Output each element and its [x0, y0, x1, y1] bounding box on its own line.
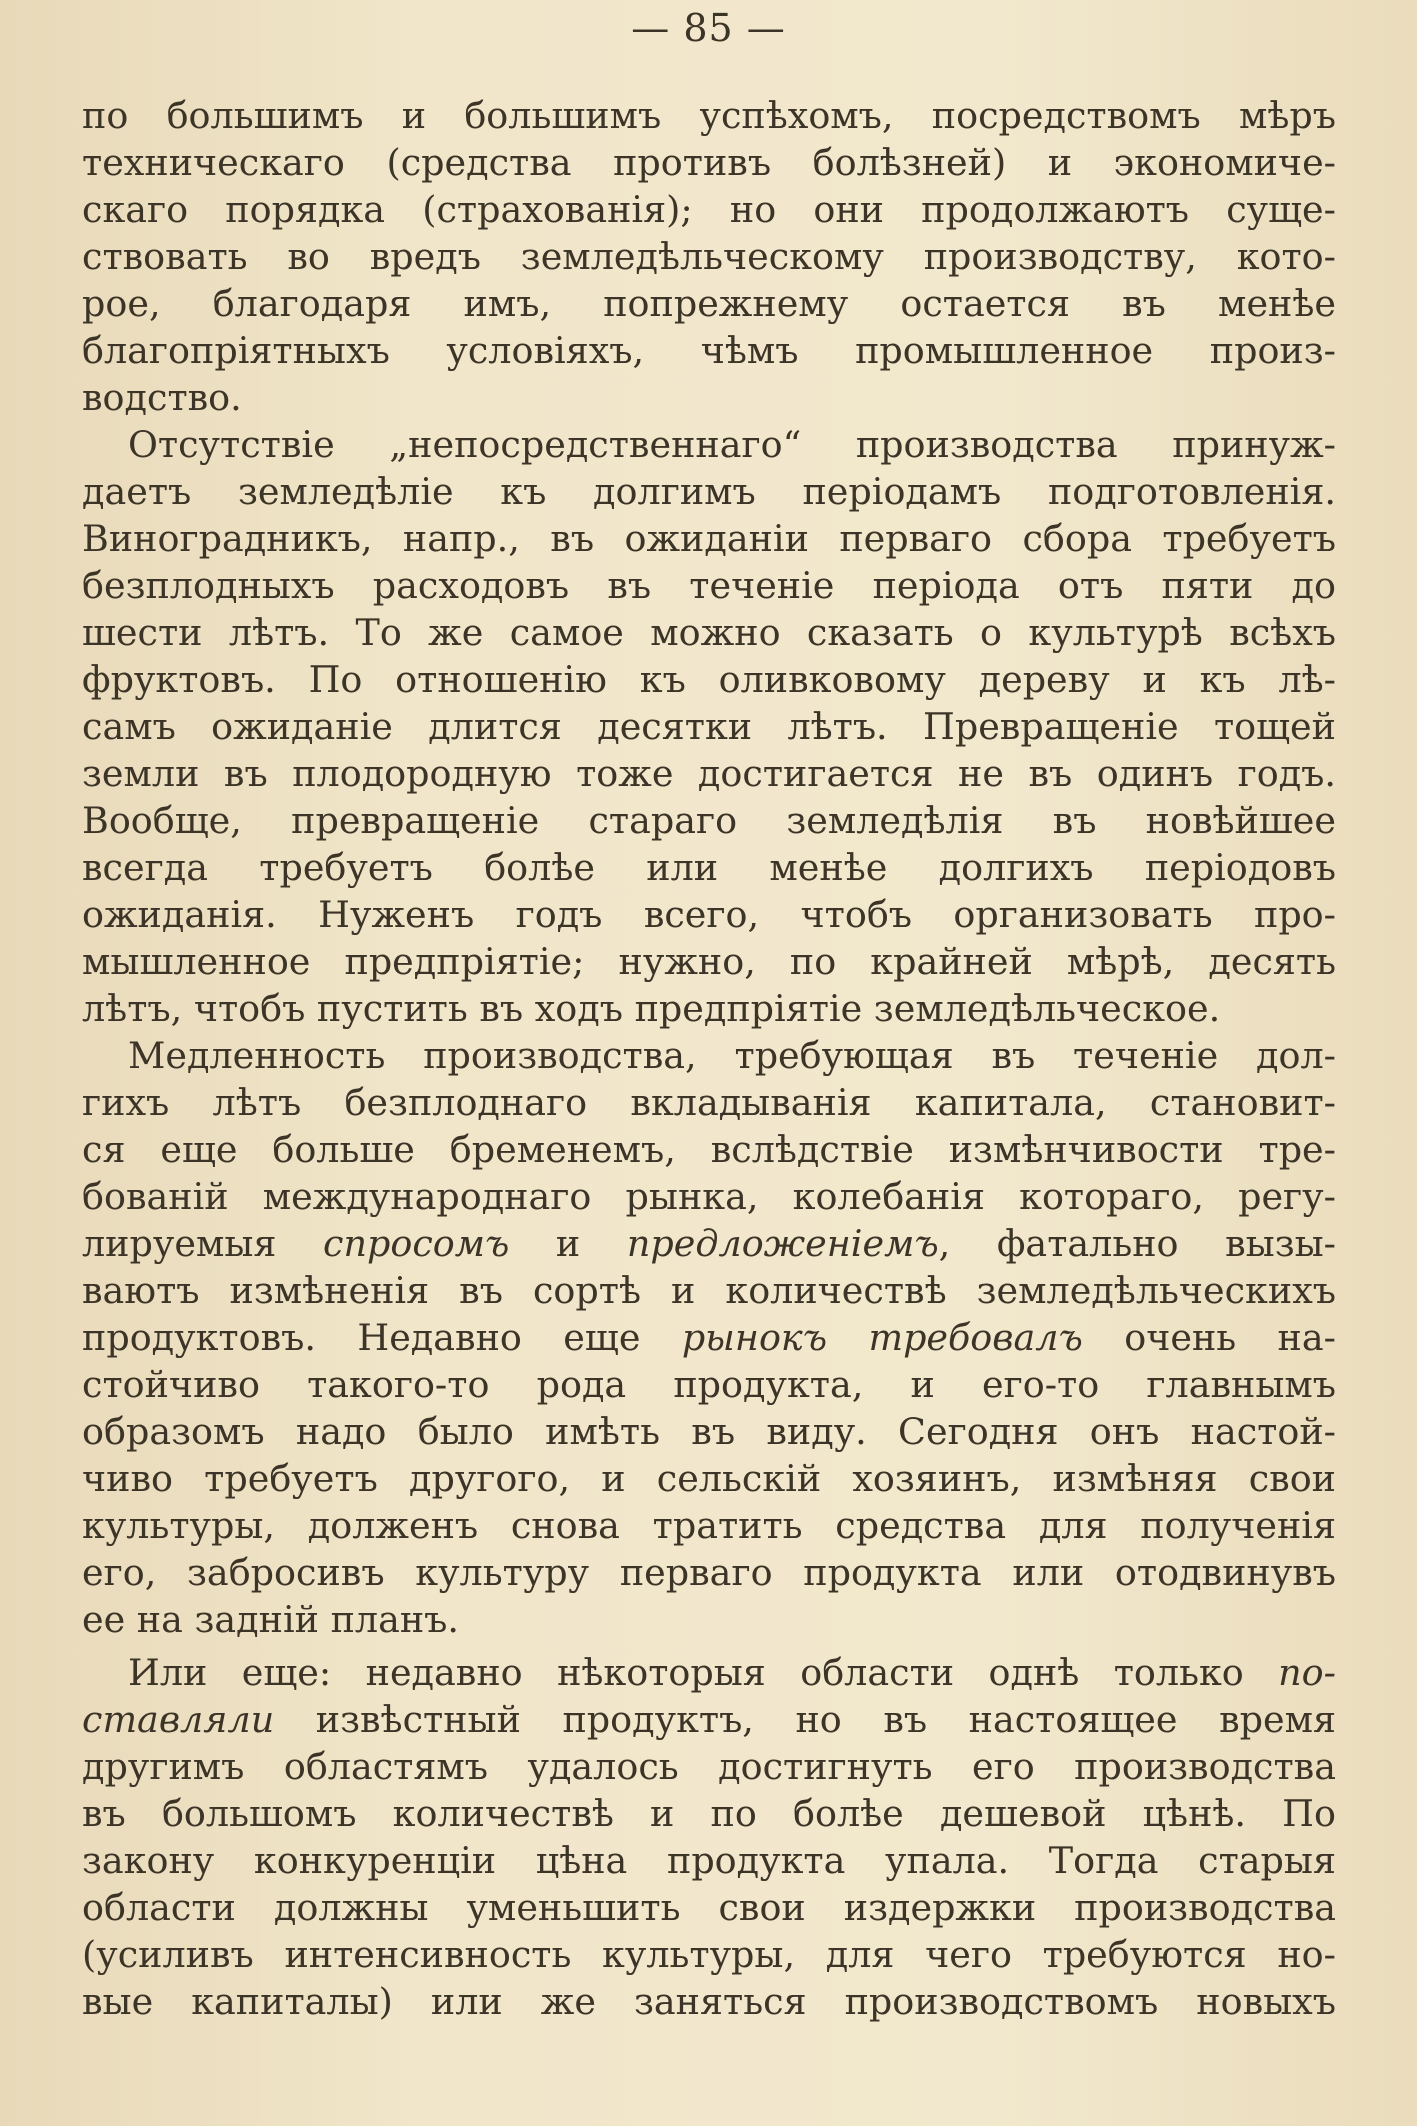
text-line: Отсутствіе „непосредственнаго“ производства принуж- [128, 423, 1336, 466]
text-line: его, забросивъ культуру перваго продукта или отодвинувъ [82, 1551, 1336, 1594]
text-line: Виноградникъ, напр., въ ожиданіи перваго сбора требуетъ [82, 517, 1336, 560]
text-line: мышленное предпріятіе; нужно, по крайней мѣрѣ, десять [82, 940, 1336, 983]
text-line: по большимъ и большимъ успѣхомъ, посредствомъ мѣръ [82, 94, 1336, 137]
text-line: вые капиталы) или же заняться производствомъ новыхъ [82, 1980, 1336, 2023]
italic-term: предложеніемъ [626, 1222, 939, 1265]
text-run: , фатально вызы- [938, 1222, 1336, 1265]
text-line: рое, благодаря имъ, попрежнему остается въ менѣе [82, 282, 1336, 325]
italic-term: рынокъ [681, 1316, 828, 1359]
text-line-mixed [82, 1220, 1336, 1267]
text-line: бованій международнаго рынка, колебанія котораго, регу- [82, 1175, 1336, 1218]
text-run: извѣстный продуктъ, но въ настоящее время [274, 1698, 1336, 1741]
page-number: — 85 — [631, 6, 786, 50]
text-line: образомъ надо было имѣть въ виду. Сегодня онъ настой- [82, 1410, 1336, 1453]
text-run [827, 1316, 868, 1359]
text-line: стойчиво такого-то рода продукта, и его-то главнымъ [82, 1363, 1336, 1406]
text-line: гихъ лѣтъ безплоднаго вкладыванія капитала, становит- [82, 1081, 1336, 1124]
text-line: даетъ земледѣліе къ долгимъ періодамъ подготовленія. [82, 470, 1336, 513]
text-line: лѣтъ, чтобъ пустить въ ходъ предпріятіе земледѣльческое. [82, 987, 1221, 1030]
text-line: области должны уменьшить свои издержки производства [82, 1886, 1336, 1929]
text-line: благопріятныхъ условіяхъ, чѣмъ промышленное произ- [82, 329, 1336, 372]
text-line: въ большомъ количествѣ и по болѣе дешевой цѣнѣ. По [82, 1792, 1336, 1835]
italic-term: по- [1278, 1651, 1336, 1694]
text-run: и [509, 1222, 627, 1265]
text-line: ее на задній планъ. [82, 1598, 459, 1641]
text-line: земли въ плодородную тоже достигается не въ одинъ годъ. [82, 752, 1336, 795]
text-line: культуры, долженъ снова тратить средства для полученія [82, 1504, 1336, 1547]
text-line: Вообще, превращеніе стараго земледѣлія въ новѣйшее [82, 799, 1336, 842]
text-run: продуктовъ. Недавно еще [82, 1316, 682, 1359]
text-line: самъ ожиданіе длится десятки лѣтъ. Превращеніе тощей [82, 705, 1336, 748]
text-line: чиво требуетъ другого, и сельскій хозяинъ, измѣняя свои [82, 1457, 1336, 1500]
text-run: очень на- [1082, 1316, 1336, 1359]
text-line: закону конкуренціи цѣна продукта упала. Тогда старыя [82, 1839, 1336, 1882]
text-line: Медленность производства, требующая въ теченіе дол- [128, 1034, 1336, 1077]
text-line: техническаго (средства противъ болѣзней) и экономиче- [82, 141, 1336, 184]
text-line: безплодныхъ расходовъ въ теченіе періода отъ пяти до [82, 564, 1336, 607]
italic-term: требовалъ [868, 1316, 1083, 1359]
italic-term: ставляли [82, 1698, 275, 1741]
text-line: ожиданія. Нуженъ годъ всего, чтобъ организовать про- [82, 893, 1336, 936]
text-line-mixed [82, 1649, 1336, 1696]
text-line: ваютъ измѣненія въ сортѣ и количествѣ земледѣльческихъ [82, 1269, 1336, 1312]
text-line: всегда требуетъ болѣе или менѣе долгихъ періодовъ [82, 846, 1336, 889]
text-line: ся еще больше бременемъ, вслѣдствіе измѣнчивости тре- [82, 1128, 1336, 1171]
text-line: фруктовъ. По отношенію къ оливковому дереву и къ лѣ- [82, 658, 1336, 701]
text-run: лируемыя [82, 1222, 324, 1265]
text-line-mixed [82, 1696, 1336, 1743]
page-body-text [82, 92, 1336, 2025]
text-line: (усиливъ интенсивность культуры, для чего требуются но- [82, 1933, 1336, 1976]
italic-term: спросомъ [323, 1222, 510, 1265]
text-line: другимъ областямъ удалось достигнуть его производства [82, 1745, 1336, 1788]
text-line-mixed [82, 1314, 1336, 1361]
text-line: шести лѣтъ. То же самое можно сказать о культурѣ всѣхъ [82, 611, 1336, 654]
text-line: водство. [82, 376, 242, 419]
text-line: скаго порядка (страхованія); но они продолжаютъ суще- [82, 188, 1336, 231]
text-line: ствовать во вредъ земледѣльческому производству, кото- [82, 235, 1336, 278]
text-run: Или еще: недавно нѣкоторыя области однѣ только [128, 1651, 1279, 1694]
